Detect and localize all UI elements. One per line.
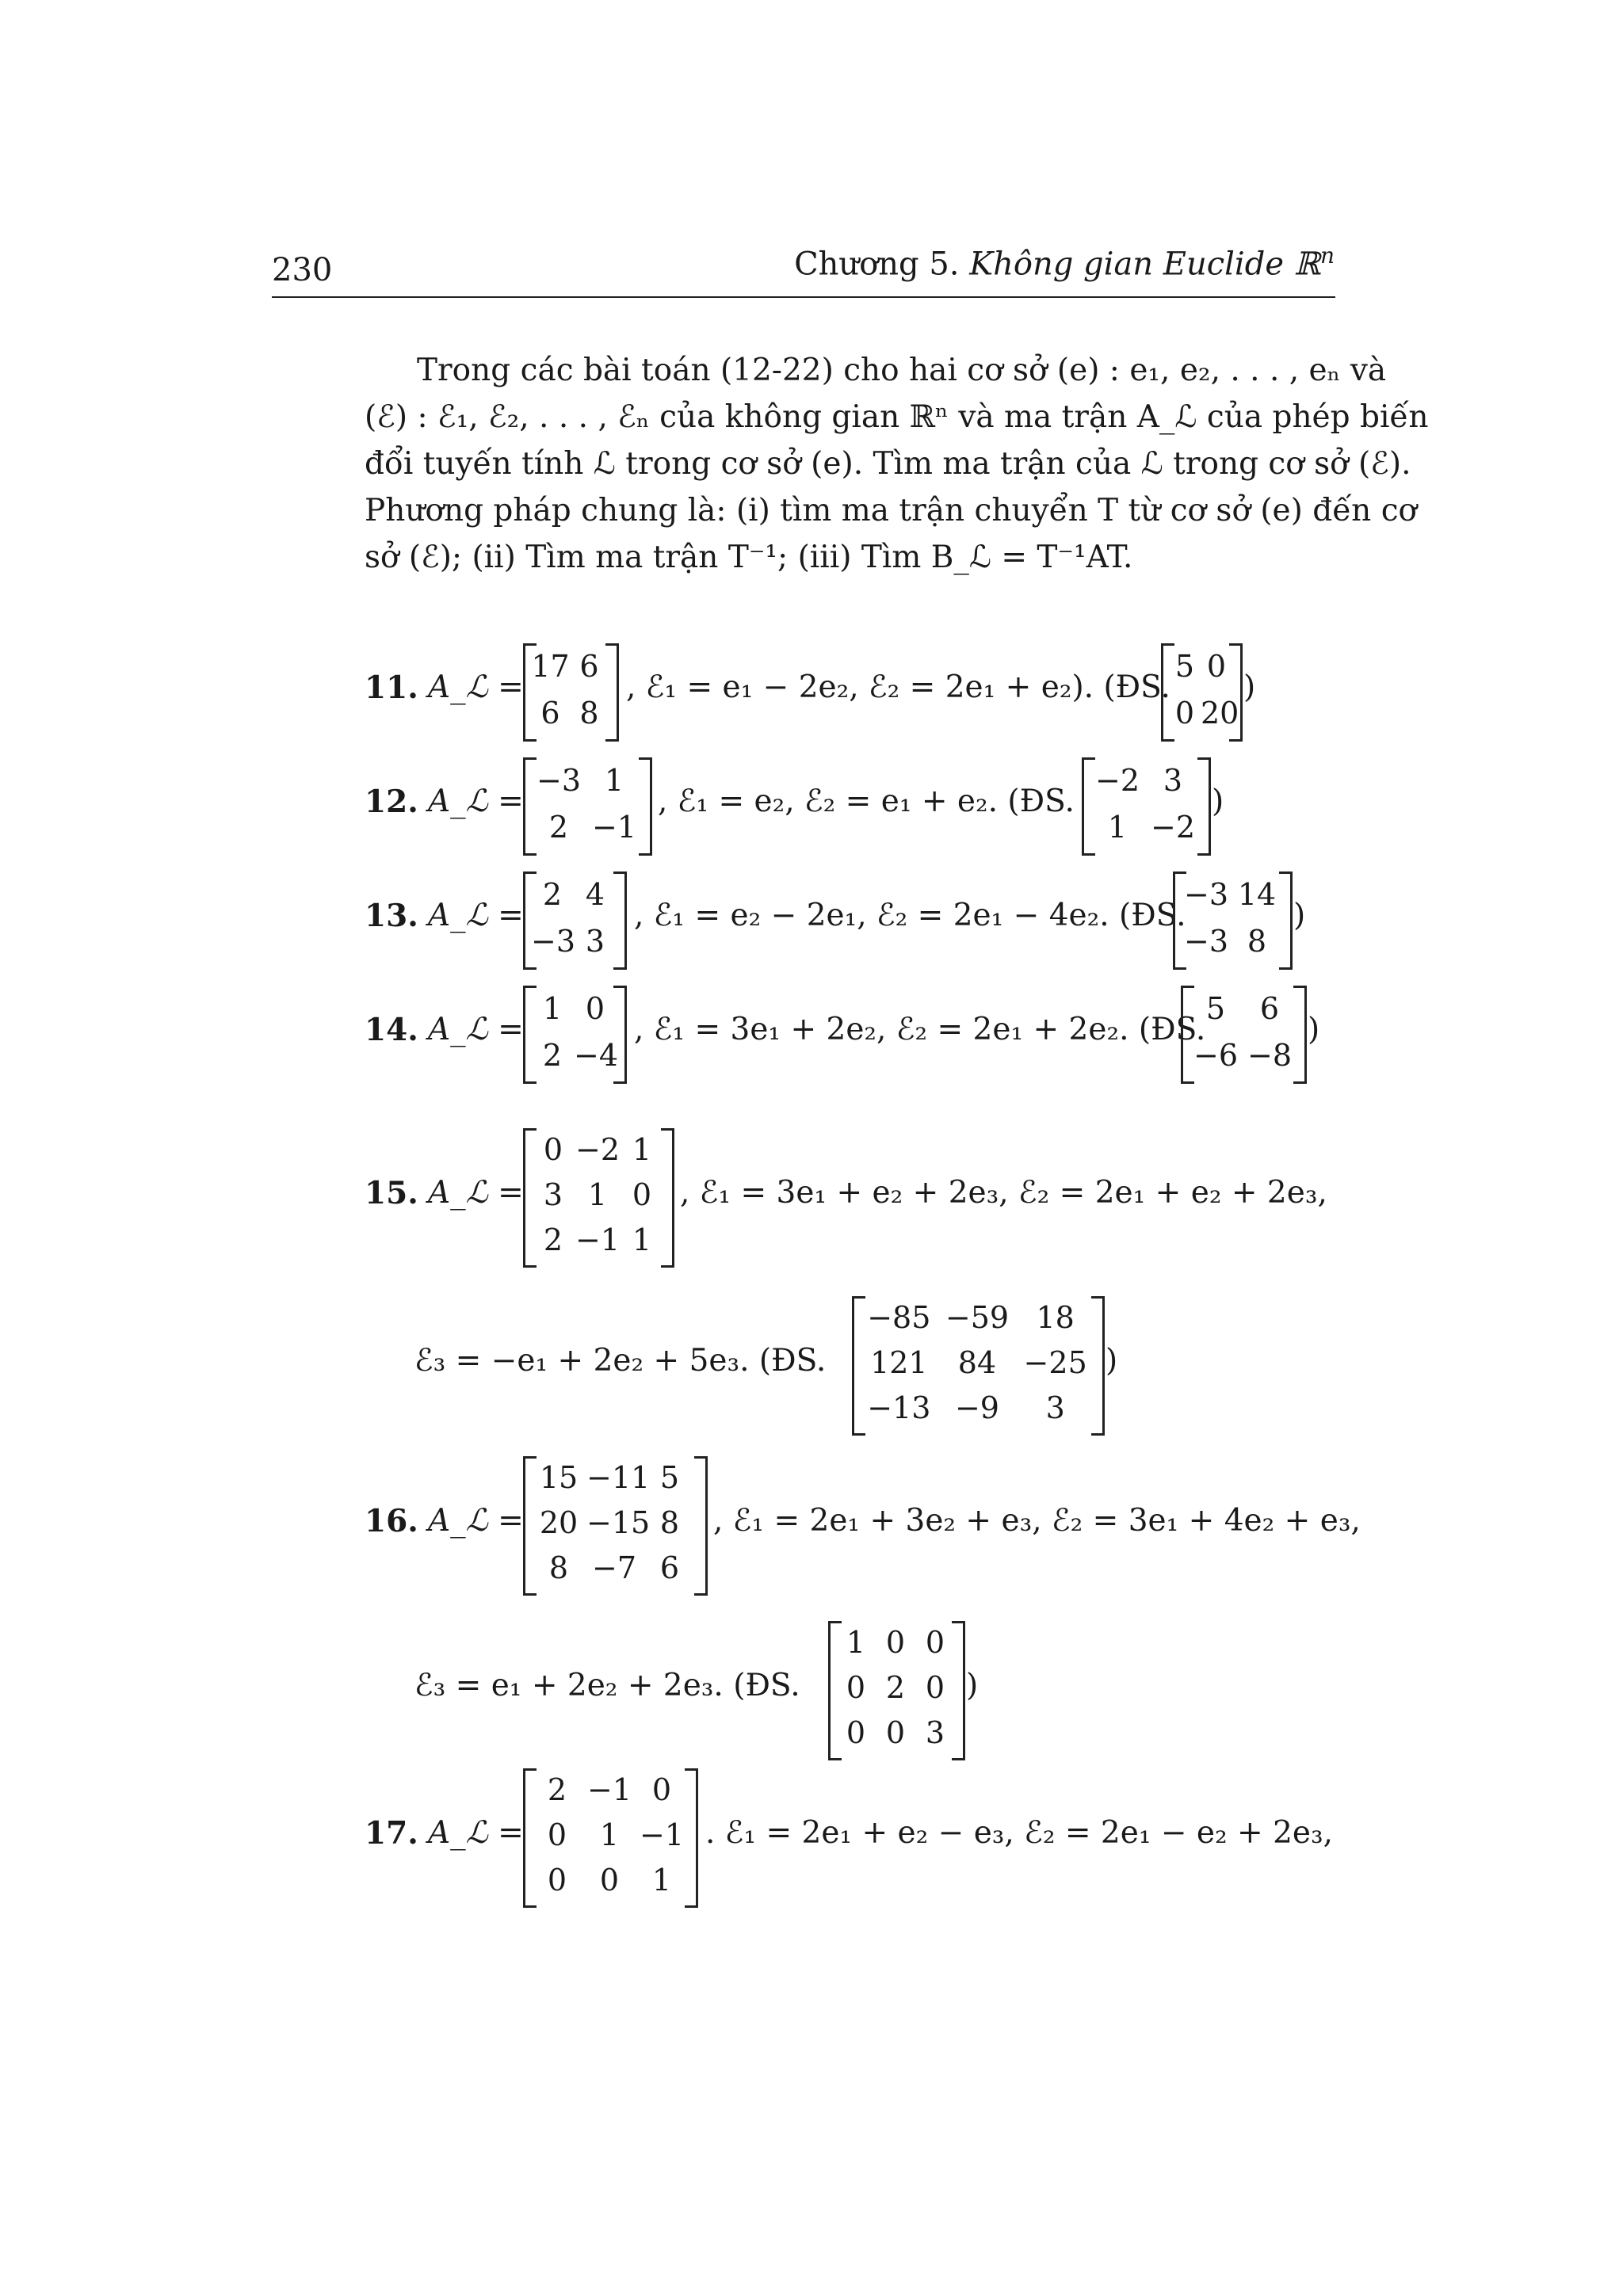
answer-matrix-cell: 6 — [1259, 990, 1280, 1026]
matrix-A-cell: −1 — [591, 809, 637, 845]
problem-lhs: A_ℒ = — [428, 1815, 524, 1851]
problem-continuation: ℰ₃ = e₁ + 2e₂ + 2e₃. (ĐS. — [414, 1668, 800, 1703]
matrix-A-cell: 17 — [531, 648, 570, 684]
answer-matrix-cell: 5 — [1174, 648, 1195, 684]
matrix-A-cell: 3 — [543, 1177, 563, 1212]
answer-matrix-cell: 0 — [846, 1670, 866, 1705]
matrix-A-cell: −1 — [575, 1222, 621, 1257]
matrix-A-cell: 0 — [651, 1772, 672, 1808]
close-paren: ) — [1243, 669, 1256, 705]
matrix-A-cell: 1 — [604, 762, 624, 798]
matrix-A-cell: 8 — [659, 1505, 680, 1540]
problem-text: , ℰ₁ = e₁ − 2e₂, ℰ₂ = 2e₁ + e₂). (ĐS. — [626, 669, 1170, 705]
answer-matrix-cell: 18 — [1036, 1300, 1075, 1336]
close-paren: ) — [1212, 784, 1224, 819]
answer-matrix-cell: −9 — [954, 1390, 999, 1425]
matrix-A-cell: 6 — [659, 1550, 680, 1585]
matrix-A-cell: 8 — [579, 695, 599, 730]
problem-lhs: A_ℒ = — [428, 898, 524, 933]
chapter-label: Chương 5. — [794, 246, 970, 283]
matrix-A-cell: 0 — [547, 1862, 567, 1897]
problem-number: 17. — [365, 1815, 418, 1852]
matrix-A-cell: 1 — [599, 1817, 620, 1852]
intro-line: sở (ℰ); (ii) Tìm ma trận T⁻¹; (iii) Tìm B_ℒ = T⁻¹AT. — [365, 540, 1133, 575]
matrix-A-cell: 4 — [585, 876, 605, 912]
answer-matrix-cell: −6 — [1193, 1037, 1239, 1073]
answer-matrix-cell: 0 — [846, 1714, 866, 1750]
problem-text: , ℰ₁ = e₂ − 2e₁, ℰ₂ = 2e₁ − 4e₂. (ĐS. — [634, 898, 1186, 933]
answer-matrix-cell: 14 — [1237, 876, 1277, 912]
matrix-A-cell: 2 — [547, 1772, 567, 1808]
problem-text: , ℰ₁ = 3e₁ + e₂ + 2e₃, ℰ₂ = 2e₁ + e₂ + 2e₃, — [680, 1175, 1327, 1211]
answer-matrix-cell: −85 — [867, 1300, 931, 1336]
problem-number: 16. — [365, 1503, 418, 1539]
matrix-A-cell: −11 — [586, 1460, 651, 1496]
matrix-A-cell: 1 — [587, 1177, 608, 1212]
problem-number: 15. — [365, 1175, 418, 1211]
problem-number: 11. — [365, 669, 418, 706]
intro-line: Phương pháp chung là: (i) tìm ma trận chuyển T từ cơ sở (e) đến cơ — [365, 493, 1418, 528]
matrix-A-cell: 1 — [632, 1132, 652, 1168]
matrix-A-cell: 1 — [632, 1222, 652, 1257]
problem-lhs: A_ℒ = — [428, 669, 524, 705]
matrix-A-cell: 2 — [542, 876, 563, 912]
matrix-A-cell: −15 — [586, 1505, 651, 1540]
chapter-title-superscript: n — [1319, 242, 1335, 269]
problem-lhs: A_ℒ = — [428, 1012, 524, 1047]
close-paren: ) — [966, 1668, 979, 1703]
intro-line: Trong các bài toán (12-22) cho hai cơ sở (e) : e₁, e₂, . . . , eₙ và — [417, 353, 1387, 388]
matrix-A-cell: 1 — [542, 990, 563, 1026]
answer-matrix-cell: −2 — [1150, 809, 1196, 845]
answer-matrix-cell: 84 — [957, 1345, 997, 1380]
answer-matrix-cell: 0 — [885, 1625, 906, 1661]
problem-text: , ℰ₁ = e₂, ℰ₂ = e₁ + e₂. (ĐS. — [658, 784, 1075, 819]
answer-matrix-cell: −25 — [1023, 1345, 1087, 1380]
answer-matrix-cell: 1 — [1107, 809, 1128, 845]
problem-text: , ℰ₁ = 2e₁ + 3e₂ + e₃, ℰ₂ = 3e₁ + 4e₂ + e₃, — [713, 1503, 1361, 1539]
matrix-A-cell: 3 — [585, 923, 605, 959]
problem-text: , ℰ₁ = 3e₁ + 2e₂, ℰ₂ = 2e₁ + 2e₂. (ĐS. — [634, 1012, 1206, 1047]
matrix-A-cell: 0 — [585, 990, 605, 1026]
matrix-A-cell: −4 — [574, 1037, 619, 1073]
answer-matrix-cell: 0 — [1174, 695, 1195, 730]
answer-matrix-cell: 8 — [1247, 923, 1267, 959]
matrix-A-cell: 8 — [548, 1550, 569, 1585]
answer-matrix-cell: 3 — [1045, 1390, 1065, 1425]
header-rule — [272, 296, 1335, 298]
answer-matrix-cell: 0 — [925, 1670, 945, 1705]
answer-matrix-cell: −2 — [1094, 762, 1140, 798]
chapter-title: Không gian Euclide ℝ — [969, 246, 1320, 283]
answer-matrix-cell: 1 — [846, 1625, 866, 1661]
problem-number: 14. — [365, 1012, 418, 1048]
problem-number: 12. — [365, 784, 418, 820]
running-header — [794, 242, 1335, 282]
problem-continuation: ℰ₃ = −e₁ + 2e₂ + 5e₃. (ĐS. — [414, 1343, 827, 1379]
matrix-A-cell: 2 — [543, 1222, 563, 1257]
answer-matrix-cell: 121 — [870, 1345, 928, 1380]
answer-matrix-cell: −3 — [1183, 923, 1229, 959]
matrix-A-cell: 0 — [547, 1817, 567, 1852]
matrix-A-cell: 0 — [632, 1177, 652, 1212]
matrix-A-cell: −3 — [531, 923, 576, 959]
matrix-A-cell: 5 — [659, 1460, 680, 1496]
answer-matrix-cell: 3 — [1163, 762, 1183, 798]
problem-text: . ℰ₁ = 2e₁ + e₂ − e₃, ℰ₂ = 2e₁ − e₂ + 2e₃, — [705, 1815, 1334, 1851]
matrix-A-cell: −7 — [591, 1550, 637, 1585]
matrix-A-cell: −2 — [575, 1132, 621, 1168]
matrix-A-cell: 15 — [539, 1460, 579, 1496]
answer-matrix-cell: 0 — [885, 1714, 906, 1750]
answer-matrix-cell: 20 — [1201, 695, 1239, 730]
matrix-A-cell: −1 — [639, 1817, 685, 1852]
matrix-A-cell: 1 — [651, 1862, 672, 1897]
matrix-A-cell: 6 — [540, 695, 560, 730]
matrix-A-cell: −1 — [586, 1772, 632, 1808]
close-paren: ) — [1308, 1012, 1320, 1047]
intro-line: đổi tuyến tính ℒ trong cơ sở (e). Tìm ma trận của ℒ trong cơ sở (ℰ). — [365, 446, 1411, 482]
answer-matrix-cell: 2 — [885, 1670, 906, 1705]
answer-matrix-cell: 0 — [925, 1625, 945, 1661]
intro-line: (ℰ) : ℰ₁, ℰ₂, . . . , ℰₙ của không gian ℝⁿ và ma trận A_ℒ của phép biến — [365, 399, 1429, 435]
matrix-A-cell: 2 — [548, 809, 569, 845]
matrix-A-cell: 0 — [543, 1132, 563, 1168]
answer-matrix-cell: 5 — [1205, 990, 1226, 1026]
matrix-A-cell: 20 — [539, 1505, 579, 1540]
matrix-A-cell: 0 — [599, 1862, 620, 1897]
answer-matrix-cell: −8 — [1247, 1037, 1293, 1073]
page-number: 230 — [272, 252, 333, 288]
problem-lhs: A_ℒ = — [428, 1175, 524, 1211]
answer-matrix-cell: 3 — [925, 1714, 945, 1750]
answer-matrix-cell: −3 — [1183, 876, 1229, 912]
answer-matrix-cell: −13 — [867, 1390, 931, 1425]
problem-lhs: A_ℒ = — [428, 1503, 524, 1539]
matrix-A-cell: 2 — [542, 1037, 563, 1073]
problem-number: 13. — [365, 898, 418, 934]
close-paren: ) — [1106, 1343, 1118, 1379]
matrix-A-cell: −3 — [536, 762, 582, 798]
problem-lhs: A_ℒ = — [428, 784, 524, 819]
close-paren: ) — [1293, 898, 1306, 933]
matrix-A-cell: 6 — [579, 648, 599, 684]
intro-paragraph — [365, 347, 1429, 581]
answer-matrix-cell: 0 — [1206, 648, 1227, 684]
answer-matrix-cell: −59 — [945, 1300, 1010, 1336]
